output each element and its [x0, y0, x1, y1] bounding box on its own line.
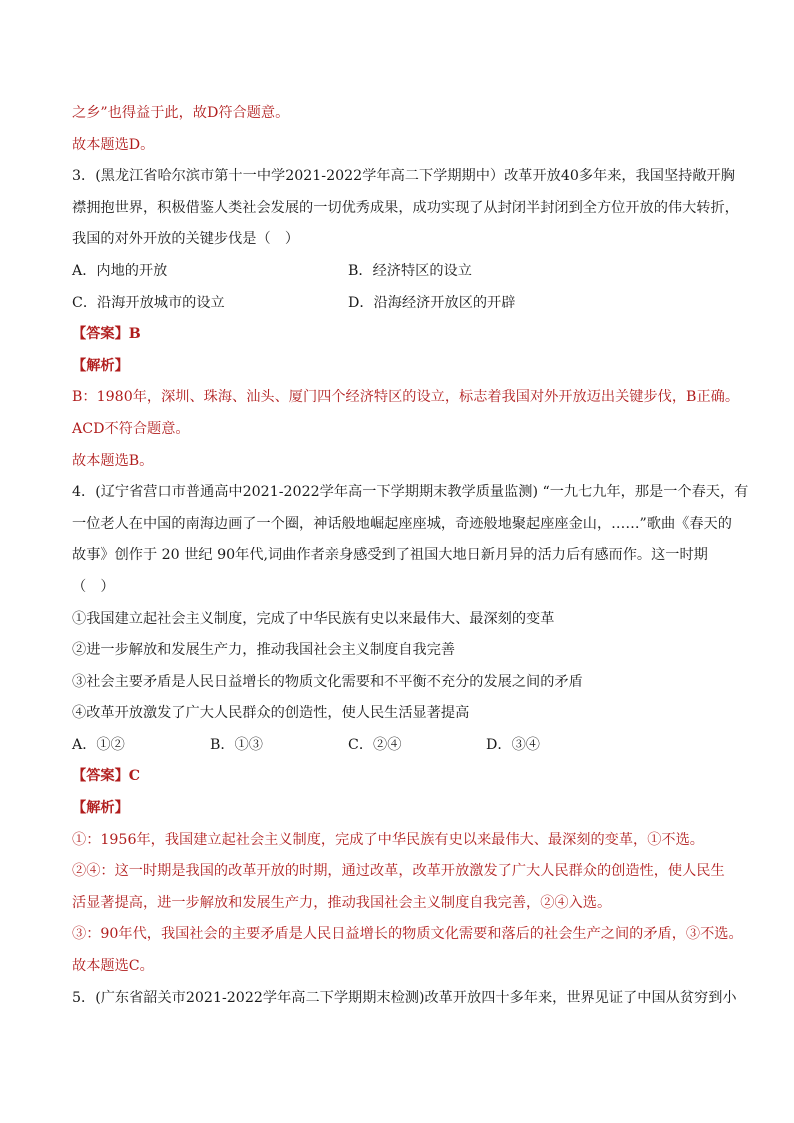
analysis-label: 【解析】 [72, 800, 129, 817]
statement-4: ④改革开放激发了广大人民群众的创造性，使人民生活显著提高 [72, 705, 470, 722]
statement-2: ②进一步解放和发展生产力，推动我国社会主义制度自我完善 [72, 642, 456, 659]
option-a: A．内地的开放 [72, 262, 168, 279]
statement-1: ①我国建立起社会主义制度，完成了中华民族有史以来最伟大、最深刻的变革 [72, 610, 555, 627]
question-3-stem: 襟拥抱世界，积极借鉴人类社会发展的一切优秀成果，成功实现了从封闭半封闭到全方位开放的伟大转折， [72, 199, 739, 216]
analysis-label: 【解析】 [72, 357, 129, 374]
question-3-stem: 3．(黑龙江省哈尔滨市第十一中学2021-2022学年高二下学期期中）改革开放40多年来，我国坚持敞开胸 [72, 168, 735, 185]
option-d: D．沿海经济开放区的开辟 [348, 294, 516, 311]
question-5-stem: 5．(广东省韶关市2021-2022学年高二下学期期末检测)改革开放四十多年来，世界见证了中国从贫穷到小 [72, 989, 737, 1006]
question-4-stem: 4．(辽宁省营口市普通高中2021-2022学年高一下学期期末教学质量监测) “一九七九年，那是一个春天，有 [72, 484, 749, 501]
option-c: C．②④ [348, 736, 402, 753]
option-c: C．沿海开放城市的设立 [72, 294, 225, 311]
question-4-options-row [72, 730, 732, 762]
question-3-options-row [72, 256, 732, 288]
option-d: D．③④ [486, 736, 540, 753]
analysis-text: ②④：这一时期是我国的改革开放的时期，通过改革，改革开放激发了广大人民群众的创造性，使人民生 [72, 863, 725, 880]
question-4-stem: 一位老人在中国的南海边画了一个圈，神话般地崛起座座城，奇迹般地聚起座座金山，……”歌曲《春天的 [72, 515, 732, 532]
option-b: B．①③ [210, 736, 263, 753]
question-3-stem: 我国的对外开放的关键步伐是（ ） [72, 231, 300, 248]
option-b: B．经济特区的设立 [348, 262, 472, 279]
question-3-options-row [72, 288, 732, 320]
analysis-text: ACD不符合题意。 [72, 420, 190, 437]
question-4-stem: （ ） [72, 578, 115, 595]
conclusion-text: 故本题选B。 [72, 452, 154, 469]
document-page [72, 98, 749, 1014]
analysis-text: 活显著提高，进一步解放和发展生产力，推动我国社会主义制度自我完善，②④入选。 [72, 894, 612, 911]
statement-3: ③社会主要矛盾是人民日益增长的物质文化需要和不平衡不充分的发展之间的矛盾 [72, 673, 583, 690]
answer-label: 【答案】C [72, 768, 141, 785]
analysis-text: ①：1956年，我国建立起社会主义制度，完成了中华民族有史以来最伟大、最深刻的变革，①不选。 [72, 831, 704, 848]
question-4-stem: 故事》创作于 20 世纪 90年代,词曲作者亲身感受到了祖国大地日新月异的活力后有感而作。这一时期 [72, 547, 708, 564]
analysis-continuation: 之乡”也得益于此，故D符合题意。 [72, 105, 290, 121]
analysis-text: B：1980年，深圳、珠海、汕头、厦门四个经济特区的设立，标志着我国对外开放迈出关键步伐，B正确。 [72, 389, 740, 406]
analysis-text: ③：90年代，我国社会的主要矛盾是人民日益增长的物质文化需要和落后的社会生产之间的矛盾，③不选。 [72, 926, 743, 943]
conclusion-text: 故本题选C。 [72, 958, 154, 975]
conclusion-text: 故本题选D。 [72, 136, 155, 153]
answer-label: 【答案】B [72, 326, 141, 343]
option-a: A．①② [72, 736, 125, 753]
